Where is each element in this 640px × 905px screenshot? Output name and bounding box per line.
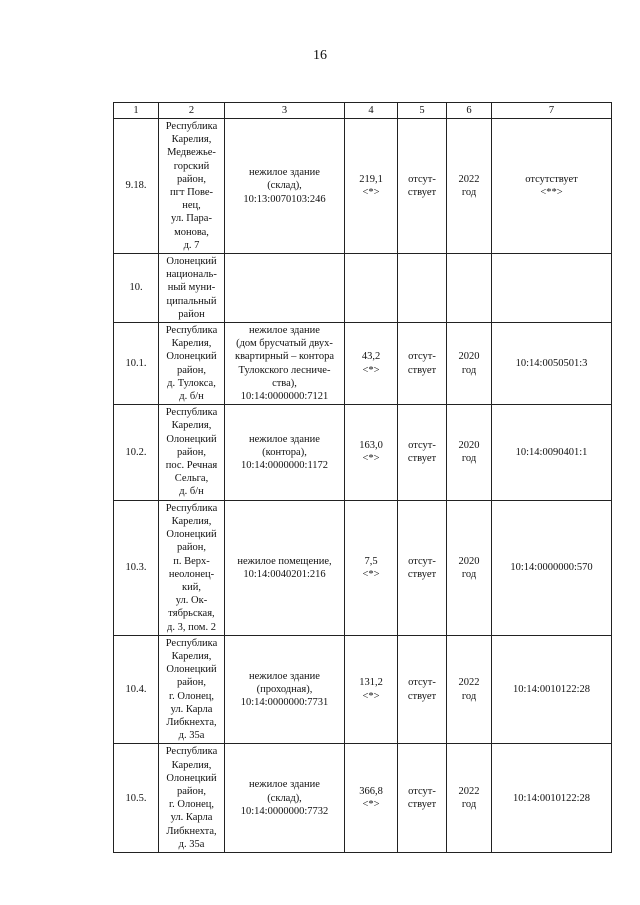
column-number-header-row xyxy=(114,103,612,119)
row-number-cell: 10. xyxy=(114,254,159,323)
status-cell: отсут- ствует xyxy=(398,744,447,853)
page-number: 16 xyxy=(313,48,327,63)
cadastral-number-cell: 10:14:0050501:3 xyxy=(492,323,612,405)
year-cell: 2022 год xyxy=(447,744,492,853)
cadastral-number-cell xyxy=(492,254,612,323)
column-header: 6 xyxy=(447,103,492,119)
table-row xyxy=(114,119,612,254)
column-header: 1 xyxy=(114,103,159,119)
address-cell: Республика Карелия, Медвежье- горский район, пгт Пове- нец, ул. Пара- монова, д. 7 xyxy=(159,119,225,254)
status-cell: отсут- ствует xyxy=(398,323,447,405)
area-cell: 131,2 <*> xyxy=(345,635,398,744)
year-cell xyxy=(447,254,492,323)
address-cell: Олонецкий националь- ный муни- ципальный район xyxy=(159,254,225,323)
table-row xyxy=(114,500,612,635)
table-row xyxy=(114,744,612,853)
year-cell: 2020 год xyxy=(447,500,492,635)
address-cell: Республика Карелия, Олонецкий район, д. Тулокса, д. б/н xyxy=(159,323,225,405)
row-number-cell: 10.5. xyxy=(114,744,159,853)
table-row xyxy=(114,405,612,500)
address-cell: Республика Карелия, Олонецкий район, г. Олонец, ул. Карла Либкнехта, д. 35а xyxy=(159,635,225,744)
column-header: 4 xyxy=(345,103,398,119)
column-header: 3 xyxy=(225,103,345,119)
year-cell: 2022 год xyxy=(447,119,492,254)
cadastral-number-cell: 10:14:0010122:28 xyxy=(492,744,612,853)
address-cell: Республика Карелия, Олонецкий район, г. Олонец, ул. Карла Либкнехта, д. 35а xyxy=(159,744,225,853)
status-cell: отсут- ствует xyxy=(398,405,447,500)
year-cell: 2022 год xyxy=(447,635,492,744)
cadastral-number-cell: 10:14:0090401:1 xyxy=(492,405,612,500)
area-cell: 366,8 <*> xyxy=(345,744,398,853)
cadastral-number-cell: отсутствует <**> xyxy=(492,119,612,254)
object-cell: нежилое здание (склад), 10:14:0000000:7732 xyxy=(225,744,345,853)
area-cell: 219,1 <*> xyxy=(345,119,398,254)
status-cell: отсут- ствует xyxy=(398,635,447,744)
year-cell: 2020 год xyxy=(447,405,492,500)
object-cell: нежилое здание (склад), 10:13:0070103:246 xyxy=(225,119,345,254)
area-cell: 7,5 <*> xyxy=(345,500,398,635)
cadastral-number-cell: 10:14:0010122:28 xyxy=(492,635,612,744)
row-number-cell: 10.2. xyxy=(114,405,159,500)
area-cell: 43,2 <*> xyxy=(345,323,398,405)
object-cell: нежилое помещение, 10:14:0040201:216 xyxy=(225,500,345,635)
area-cell xyxy=(345,254,398,323)
row-number-cell: 10.3. xyxy=(114,500,159,635)
status-cell: отсут- ствует xyxy=(398,119,447,254)
row-number-cell: 10.4. xyxy=(114,635,159,744)
cadastral-number-cell: 10:14:0000000:570 xyxy=(492,500,612,635)
object-cell xyxy=(225,254,345,323)
property-table xyxy=(113,102,612,853)
address-cell: Республика Карелия, Олонецкий район, п. Верх- неолонец- кий, ул. Ок- тябрьская, д. 3, пом. 2 xyxy=(159,500,225,635)
table-row xyxy=(114,323,612,405)
year-cell: 2020 год xyxy=(447,323,492,405)
row-number-cell: 9.18. xyxy=(114,119,159,254)
column-header: 5 xyxy=(398,103,447,119)
table-row xyxy=(114,635,612,744)
table-row xyxy=(114,254,612,323)
status-cell: отсут- ствует xyxy=(398,500,447,635)
object-cell: нежилое здание (контора), 10:14:0000000:1172 xyxy=(225,405,345,500)
object-cell: нежилое здание (проходная), 10:14:0000000:7731 xyxy=(225,635,345,744)
column-header: 2 xyxy=(159,103,225,119)
row-number-cell: 10.1. xyxy=(114,323,159,405)
address-cell: Республика Карелия, Олонецкий район, пос. Речная Сельга, д. б/н xyxy=(159,405,225,500)
column-header: 7 xyxy=(492,103,612,119)
area-cell: 163,0 <*> xyxy=(345,405,398,500)
object-cell: нежилое здание (дом брусчатый двух- квартирный – контора Тулокского лесниче- ства), 10:14:0000000:7121 xyxy=(225,323,345,405)
status-cell xyxy=(398,254,447,323)
